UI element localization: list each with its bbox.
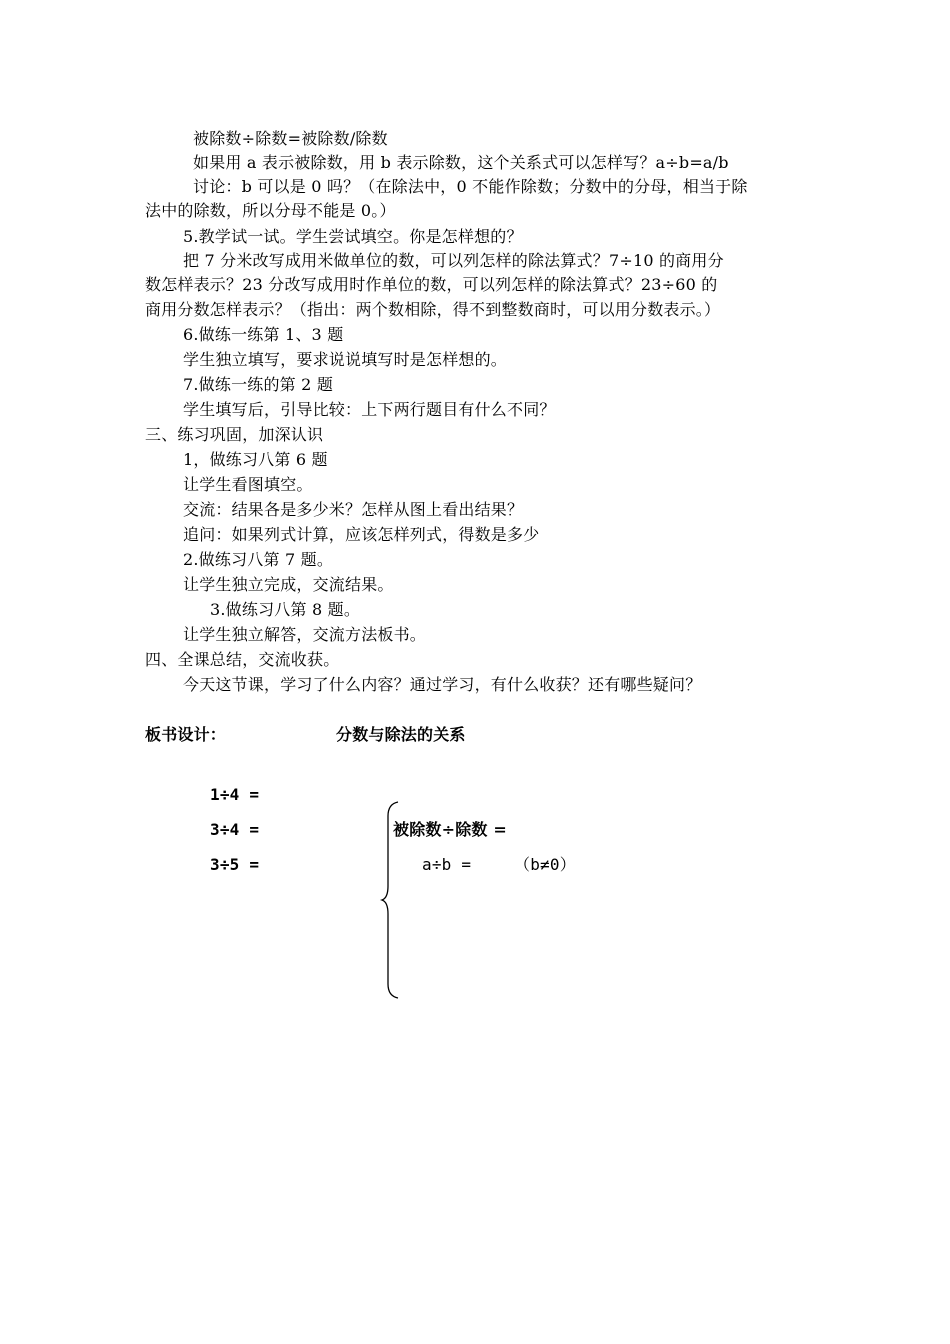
text-line: 被除数÷除数=被除数/除数: [193, 129, 388, 148]
board-rule-words: 被除数÷除数 =: [393, 820, 507, 839]
text-line: 交流：结果各是多少米？怎样从图上看出结果？: [183, 500, 524, 519]
board-title: 分数与除法的关系: [336, 725, 466, 744]
section-heading: 三、练习巩固，加深认识: [145, 425, 324, 444]
text-line: 讨论：b 可以是 0 吗？（在除法中，0 不能作除数；分数中的分母，相当于除: [193, 177, 748, 196]
text-line: 数怎样表示？23 分改写成用时作单位的数，可以列怎样的除法算式？23÷60 的: [145, 275, 718, 294]
text-line: 7.做练一练的第 2 题: [183, 375, 334, 394]
board-expression: 1÷4 =: [210, 785, 260, 804]
board-expression: 3÷5 =: [210, 855, 260, 874]
text-line: 追问：如果列式计算，应该怎样列式，得数是多少: [183, 525, 540, 544]
text-line: 商用分数怎样表示？（指出：两个数相除，得不到整数商时，可以用分数表示。）: [145, 300, 721, 319]
text-line: 让学生独立解答，交流方法板书。: [183, 625, 427, 644]
board-expression: 3÷4 =: [210, 820, 260, 839]
text-line: 学生填写后，引导比较：上下两行题目有什么不同？: [183, 400, 556, 419]
text-line: 让学生独立完成，交流结果。: [183, 575, 394, 594]
board-condition: （b≠0）: [514, 855, 576, 874]
text-line: 1，做练习八第 6 题: [183, 450, 328, 469]
text-line: 3.做练习八第 8 题。: [210, 600, 361, 619]
section-heading: 四、全课总结，交流收获。: [145, 650, 340, 669]
text-line: 2.做练习八第 7 题。: [183, 550, 334, 569]
text-line: 法中的除数，所以分母不能是 0。）: [145, 201, 396, 220]
board-rule-letters: a÷b =: [422, 855, 472, 874]
text-line: 学生独立填写，要求说说填写时是怎样想的。: [183, 350, 508, 369]
text-line: 5.教学试一试。学生尝试填空。你是怎样想的？: [183, 227, 523, 246]
text-line: 把 7 分米改写成用米做单位的数，可以列怎样的除法算式？7÷10 的商用分: [183, 251, 724, 270]
board-label: 板书设计：: [145, 725, 227, 744]
text-line: 6.做练一练第 1、3 题: [183, 325, 344, 344]
text-line: 如果用 a 表示被除数，用 b 表示除数，这个关系式可以怎样写？a÷b=a/b: [193, 153, 729, 172]
text-line: 让学生看图填空。: [183, 475, 313, 494]
text-line: 今天这节课，学习了什么内容？通过学习，有什么收获？还有哪些疑问？: [183, 675, 702, 694]
